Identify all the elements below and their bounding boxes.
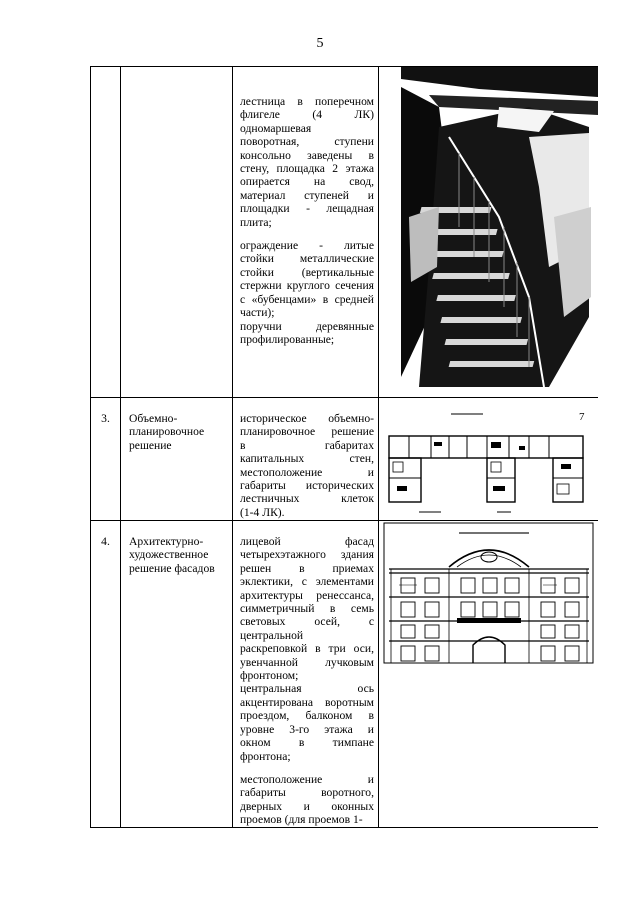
row-label [121,398,233,521]
description-line: стойки металлические [240,252,374,266]
facade-drawing-cell [379,521,598,828]
description-line: капитальных стен, [240,452,374,466]
description-line: поручни деревянные [240,319,374,333]
description-block [240,535,374,763]
protected-elements-table [90,66,598,828]
table-row-3 [91,398,598,521]
floor-plan-cell [379,398,598,521]
description-line: лестничных клеток [240,492,374,506]
row-number [91,67,121,398]
description-line: местоположение и [240,465,374,479]
description-line: ограждение - литые [240,239,374,253]
description-line: фронтоном; [240,669,299,683]
floor-plan-drawing [379,398,598,520]
description-line: одномаршевая [240,121,312,135]
description-block [240,412,374,519]
description-line: световых осей, с [240,615,374,629]
description-line: проездом, балконом в [240,709,374,723]
description-line: габариты исторических [240,479,374,493]
description-line: площадки - лещадная [240,202,374,216]
label-line: Объемно- [129,412,178,425]
description-line: части); [240,306,275,320]
description-line: четырехэтажного здания [240,548,374,562]
description-line: консольно заведены в [240,148,374,162]
description-line: дверных и оконных [240,799,374,813]
description-line: проемов (для проемов 1- [240,813,363,827]
page-number: 5 [316,36,324,51]
description-line: плита; [240,215,272,229]
description-line: поворотная, ступени [240,135,374,149]
description-line: решен в приемах [240,561,374,575]
description-line: центральной [240,628,304,642]
row-number: 4. [91,521,121,828]
description-line: центральная ось [240,682,374,696]
description-block [240,95,374,229]
description-line: габариты воротного, [240,786,374,800]
description-line: материал ступеней и [240,188,374,202]
facade-drawing [379,521,598,827]
row-label [121,521,233,828]
description-line: профилированные; [240,332,335,346]
description-line: опирается на свод, [240,175,374,189]
table-row-staircase [91,67,598,398]
description-line: стойки (вертикальные [240,265,374,279]
staircase-photo [379,67,598,397]
row-number: 3. [91,398,121,521]
description-block [240,773,374,827]
label-line: решение фасадов [129,561,215,575]
description-line: акцентирована воротным [240,695,374,709]
row-description [233,521,379,828]
description-line: историческое объемно- [240,412,374,425]
description-line: лицевой фасад [240,535,374,548]
table-row-4 [91,521,598,828]
description-line: стержни круглого сечения [240,279,374,293]
label-line: решение [129,438,172,452]
description-line: местоположение и [240,772,374,786]
plan-mark: 7 [579,411,585,423]
description-line: уровне 3-го этажа и [240,722,374,736]
description-block [240,239,374,346]
description-line: стену, площадка 2 этажа [240,162,374,176]
label-line: планировочное [129,425,205,439]
description-line: в габаритах [240,438,374,452]
description-line: симметричный в семь [240,602,374,616]
staircase-photo-cell [379,67,598,398]
description-line: фронтона; [240,749,291,763]
description-line: архитектуры ренессанса, [240,588,374,602]
description-line: (1-4 ЛК). [240,505,285,519]
row-description [233,67,379,398]
description-line: планировочное решение [240,425,374,439]
row-description [233,398,379,521]
row-label [121,67,233,398]
description-line: раскреповкой в три оси, [240,642,374,656]
description-line: лестница в поперечном [240,95,374,108]
description-line: с «бубенцами» в средней [240,292,374,306]
description-line: увенчанной лучковым [240,655,374,669]
label-line: художественное [129,548,209,562]
description-line: окном в тимпане [240,736,374,750]
description-line: эклектики, с элементами [240,575,374,589]
label-line: Архитектурно- [129,535,204,548]
description-line: флигеле (4 ЛК) [240,108,374,122]
